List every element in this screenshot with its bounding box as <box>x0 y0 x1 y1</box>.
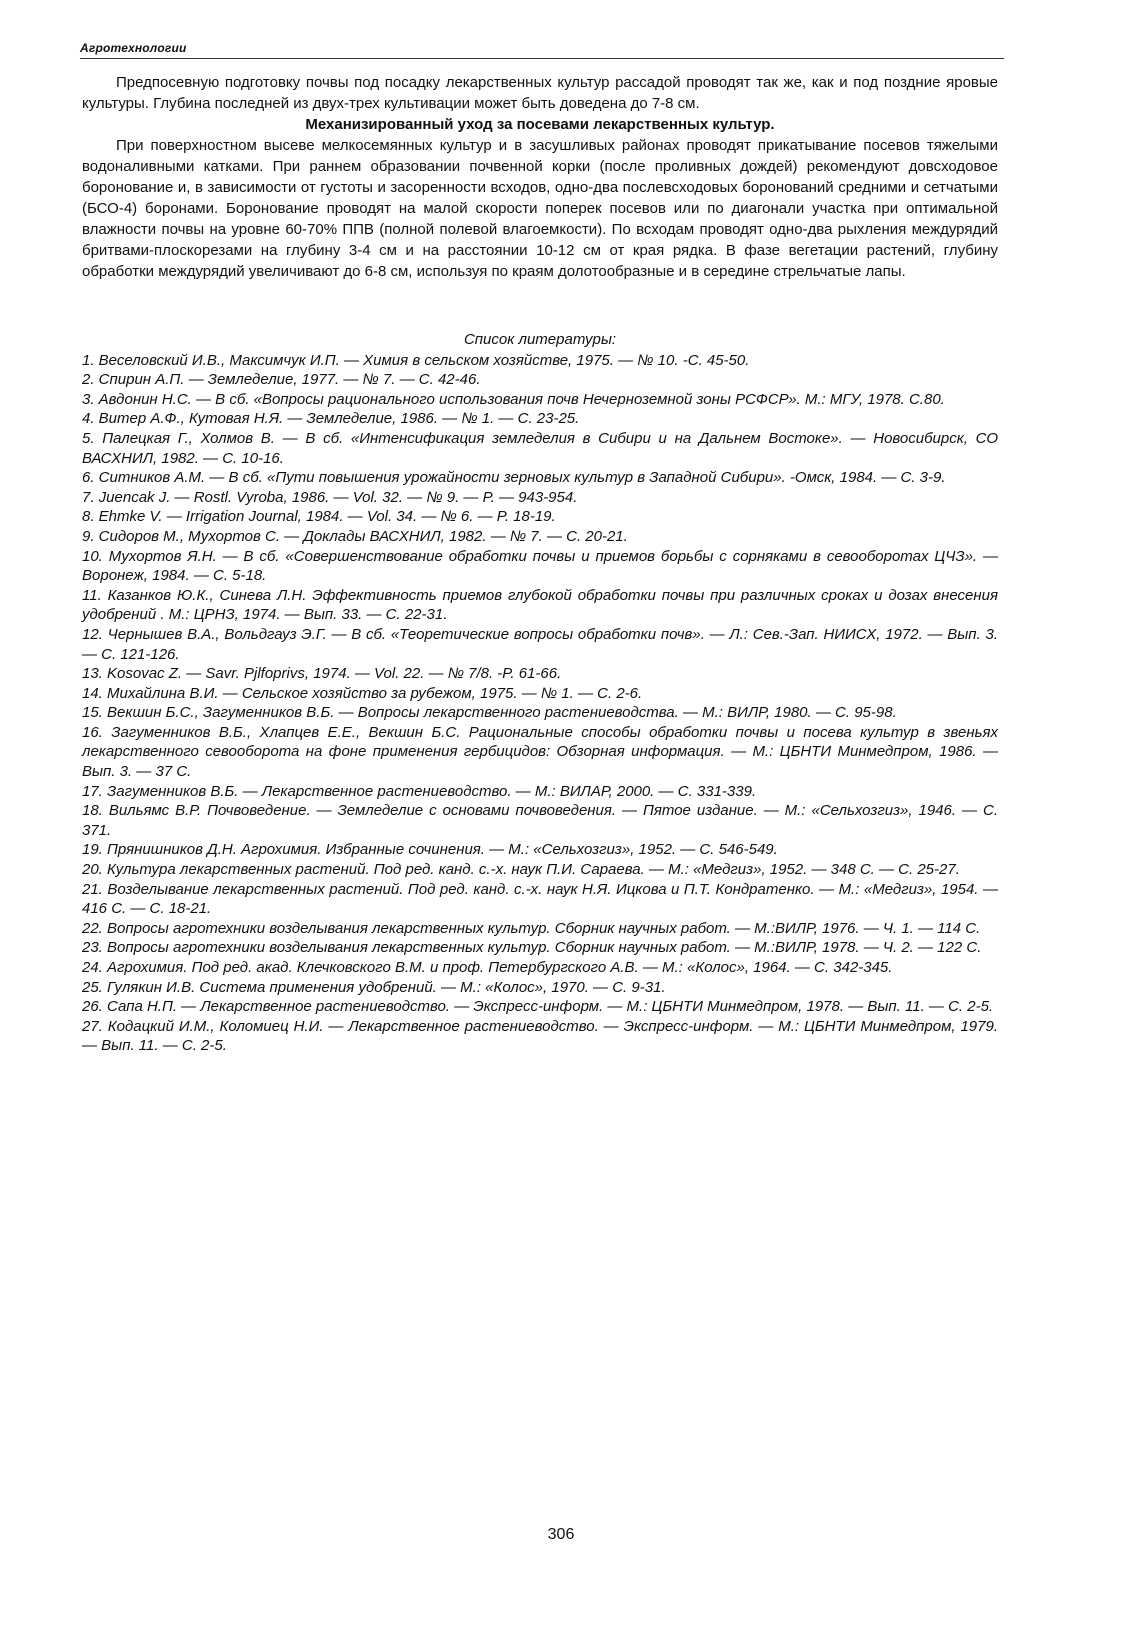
reference-item: 14. Михайлина В.И. — Сельское хозяйство за рубежом, 1975. — № 1. — С. 2-6. <box>82 684 643 702</box>
reference-item: 11. Казанков Ю.К., Синева Л.Н. Эффективность приемов глубокой обработки почвы при различных сроках и дозах внесения удобрений . М.: ЦРНЗ, 1974. — Вып. 33. — С. 22-31. <box>82 586 998 624</box>
running-header-title: Агротехнологии <box>80 41 187 55</box>
reference-item: 23. Вопросы агротехники возделывания лекарственных культур. Сборник научных работ. — М.:ВИЛР, 1978. — Ч. 2. — 122 С. <box>82 939 982 957</box>
reference-item: 25. Гулякин И.В. Система применения удобрений. — М.: «Колос», 1970. — С. 9-31. <box>82 978 666 996</box>
section-heading: Механизированный уход за посевами лекарственных культур. <box>305 116 775 133</box>
article-body <box>82 72 998 282</box>
reference-item: 10. Мухортов Я.Н. — В сб. «Совершенствование обработки почвы и приемов борьбы с сорняками в севооборотах ЦЧЗ». — Воронеж, 1984. — С. 5-18. <box>82 547 998 585</box>
reference-item: 1. Веселовский И.В., Максимчук И.П. — Химия в сельском хозяйстве, 1975. — № 10. -С. 45-50. <box>82 351 750 369</box>
reference-item: 16. Загуменников В.Б., Хлапцев Е.Е., Векшин Б.С. Рациональные способы обработки почвы и посева культур в звеньях лекарственного севооборота на фоне применения гербицидов: Обзорная информация. — М.: ЦБНТИ Минмедпром, 1986. — Вып. 3. — 37 С. <box>82 723 998 781</box>
reference-item: 27. Кодацкий И.М., Коломиец Н.И. — Лекарственное растениеводство. — Экспресс-информ. — М.: ЦБНТИ Минмедпром, 1979. — Вып. 11. — С. 2-5. <box>82 1017 998 1055</box>
reference-item: 2. Спирин А.П. — Земледелие, 1977. — № 7. — С. 42-46. <box>82 371 481 389</box>
reference-item: 15. Векшин Б.С., Загуменников В.Б. — Вопросы лекарственного растениеводства. — М.: ВИЛР, 1980. — С. 95-98. <box>82 704 897 722</box>
page-number: 306 <box>547 1526 575 1543</box>
reference-item: 8. Ehmke V. — Irrigation Journal, 1984. — Vol. 34. — № 6. — P. 18-19. <box>82 508 556 526</box>
reference-item: 6. Ситников А.М. — В сб. «Пути повышения урожайности зерновых культур в Западной Сибири». -Омск, 1984. — С. 3-9. <box>82 469 946 487</box>
intro-paragraph: Предпосевную подготовку почвы под посадку лекарственных культур рассадой проводят так же, как и под поздние яровые культуры. Глубина последней из двух-трех культивации может быть доведена до 7-8 см. <box>82 74 998 112</box>
reference-item: 9. Сидоров М., Мухортов С. — Доклады ВАСХНИЛ, 1982. — № 7. — С. 20-21. <box>82 527 628 545</box>
reference-item: 26. Сапа Н.П. — Лекарственное растениеводство. — Экспресс-информ. — М.: ЦБНТИ Минмедпром, 1978. — Вып. 11. — С. 2-5. <box>82 998 994 1016</box>
references-list <box>82 351 998 1056</box>
running-header <box>80 41 1004 59</box>
reference-item: 3. Авдонин Н.С. — В сб. «Вопросы рационального использования почв Нечерноземной зоны РСФСР». М.: МГУ, 1978. С.80. <box>82 390 945 408</box>
reference-item: 19. Прянишников Д.Н. Агрохимия. Избранные сочинения. — М.: «Сельхозгиз», 1952. — С. 546-549. <box>82 841 778 859</box>
reference-item: 13. Kosovac Z. — Savr. Pjlfoprivs, 1974. — Vol. 22. — № 7/8. -P. 61-66. <box>82 665 562 683</box>
reference-item: 5. Палецкая Г., Холмов В. — В сб. «Интенсификация земледелия в Сибири и на Дальнем Востоке». — Новосибирск, СО ВАСХНИЛ, 1982. — С. 10-16. <box>82 429 998 467</box>
references-section <box>82 330 998 1056</box>
references-title: Список литературы: <box>463 331 617 348</box>
reference-item: 22. Вопросы агротехники возделывания лекарственных культур. Сборник научных работ. — М.:ВИЛР, 1976. — Ч. 1. — 114 С. <box>82 919 981 937</box>
reference-item: 24. Агрохимия. Под ред. акад. Клечковского В.М. и проф. Петербургского А.В. — М.: «Колос», 1964. — С. 342-345. <box>82 959 893 976</box>
reference-item: 18. Вильямс В.Р. Почвоведение. — Земледелие с основами почвоведения. — Пятое издание. — М.: «Сельхозгиз», 1946. — С. 371. <box>82 802 998 839</box>
reference-item: 17. Загуменников В.Б. — Лекарственное растениеводство. — М.: ВИЛАР, 2000. — С. 331-339. <box>82 782 757 800</box>
reference-item: 21. Возделывание лекарственных растений. Под ред. канд. с.-х. наук Н.Я. Ицкова и П.Т. Кондратенко. — М.: «Медгиз», 1954. — 416 С. — С. 18-21. <box>82 880 998 918</box>
header-divider <box>80 58 1004 59</box>
reference-item: 20. Культура лекарственных растений. Под ред. канд. с.-х. наук П.И. Сараева. — М.: «Медгиз», 1952. — 348 С. — С. 25-27. <box>82 861 960 879</box>
reference-item: 7. Juencak J. — Rostl. Vyroba, 1986. — Vol. 32. — № 9. — P. — 943-954. <box>82 488 578 506</box>
care-paragraph: При поверхностном высеве мелкосемянных культур и в засушливых районах проводят прикатывание посевов тяжелыми водоналивными катками. При раннем образовании почвенной корки (после проливных дождей) рекомендуют довсходовое боронование и, в зависимости от густоты и засоренности всходов, одно-два послевсходовых боронований средними и сетчатыми (БСО-4) боронами. Боронование проводят на малой скорости поперек посевов или по диагонали участка при оптимальной влажности почвы на уровне 60-70% ППВ (полной полевой влагоемкости). По всходам проводят одно-два рыхления междурядий бритвами-плоскорезами на глубину 3-4 см и на расстоянии 10-12 см от края рядка. В фазе вегетации растений, глубину обработки междурядий увеличивают до 6-8 см, используя по краям долотообразные и в середине стрельчатые лапы. <box>82 137 998 280</box>
reference-item: 12. Чернышев В.А., Вольдгауз Э.Г. — В сб. «Теоретические вопросы обработки почв». — Л.: Сев.-Зап. НИИСХ, 1972. — Вып. 3. — С. 121-126. <box>82 625 998 663</box>
reference-item: 4. Витер А.Ф., Кутовая Н.Я. — Земледелие, 1986. — № 1. — С. 23-25. <box>82 410 580 428</box>
